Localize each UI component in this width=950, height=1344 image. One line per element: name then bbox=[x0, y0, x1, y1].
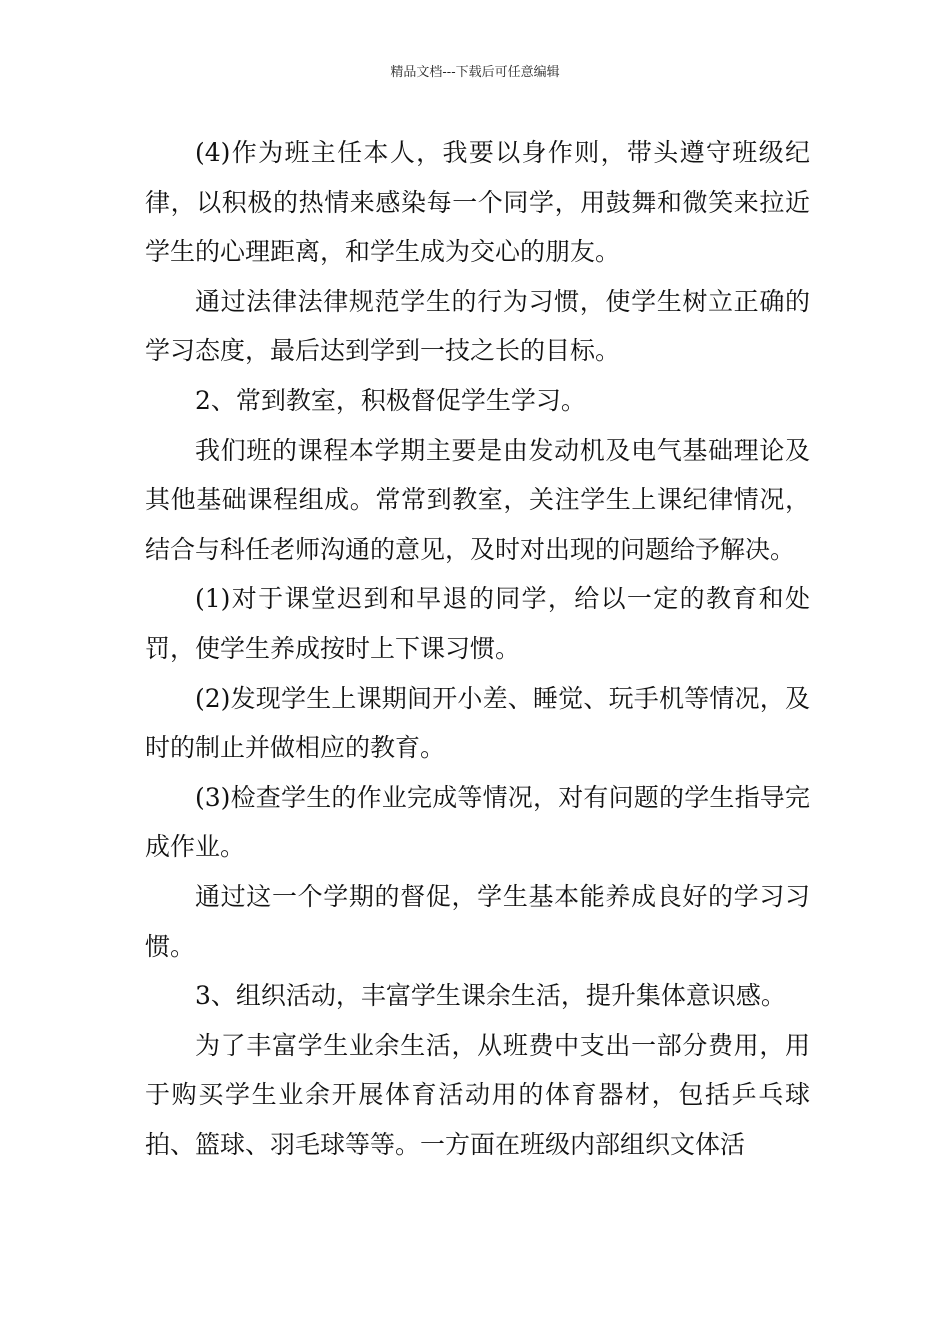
paragraph-item-3-homework: (3)检查学生的作业完成等情况，对有问题的学生指导完成作业。 bbox=[145, 782, 810, 862]
paragraph-course-overview: 我们班的课程本学期主要是由发动机及电气基础理论及其他基础课程组成。常常到教室，关注学生上课纪律情况，结合与科任老师沟通的意见，及时对出现的问题给予解决。 bbox=[145, 435, 810, 564]
paragraph-activities: 为了丰富学生业余生活，从班费中支出一部分费用，用于购买学生业余开展体育活动用的体育器材，包括乒乓球拍、篮球、羽毛球等等。一方面在班级内部组织文体活 bbox=[145, 1030, 810, 1159]
paragraph-item-4-role-model: (4)作为班主任本人，我要以身作则，带头遵守班级纪律，以积极的热情来感染每一个同学，用鼓舞和微笑来拉近学生的心理距离，和学生成为交心的朋友。 bbox=[145, 138, 810, 267]
paragraph-semester-result: 通过这一个学期的督促，学生基本能养成良好的学习习惯。 bbox=[145, 881, 810, 961]
paragraph-item-2-distraction: (2)发现学生上课期间开小差、睡觉、玩手机等情况，及时的制止并做相应的教育。 bbox=[145, 683, 810, 763]
page-header: 精品文档---下载后可任意编辑 bbox=[390, 65, 560, 80]
paragraph-item-1-lateness: (1)对于课堂迟到和早退的同学，给以一定的教育和处罚，使学生养成按时上下课习惯。 bbox=[145, 584, 810, 663]
section-heading-2: 2、常到教室，积极督促学生学习。 bbox=[195, 385, 586, 415]
paragraph-regulate-habits: 通过法律法律规范学生的行为习惯，使学生树立正确的学习态度，最后达到学到一技之长的目标。 bbox=[145, 286, 810, 366]
section-heading-3: 3、组织活动，丰富学生课余生活，提升集体意识感。 bbox=[195, 981, 786, 1011]
document-body bbox=[145, 128, 810, 1169]
